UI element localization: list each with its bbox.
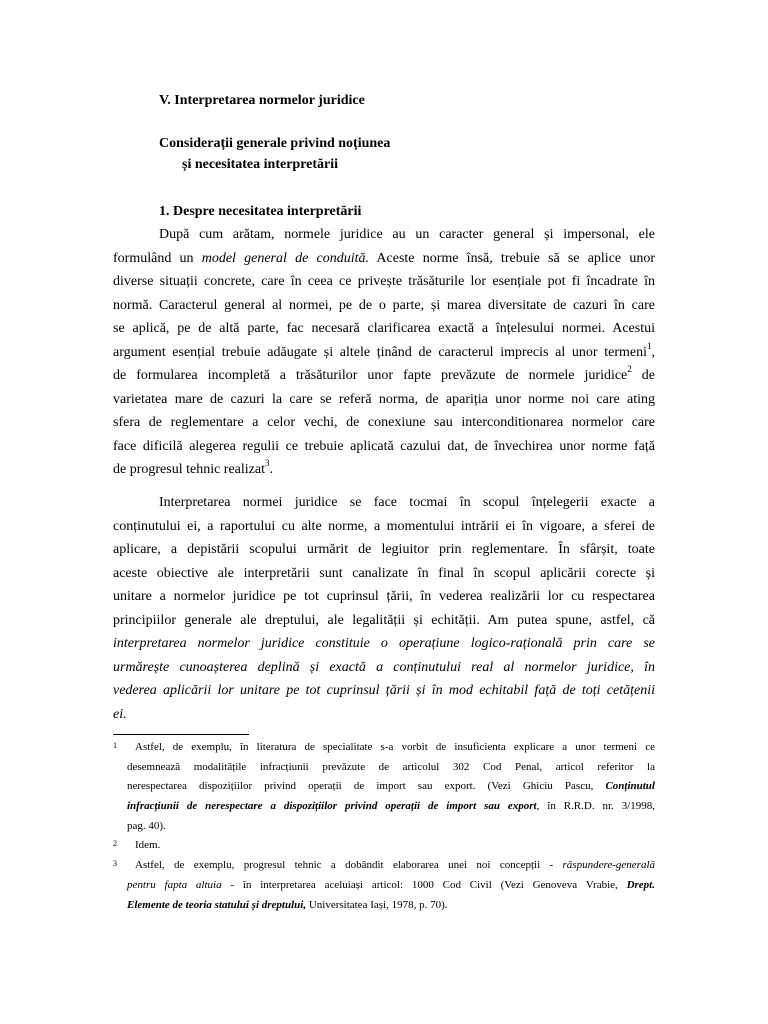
footnote-line: pag. 40). [127,819,166,832]
paragraph-line: argument esențial trebuie adăugate și altele ținând de caracterul imprecis al unor termeni$^1$, [113,340,655,360]
paragraph-line: normă. Caracterul general al normei, pe de o parte, și marea diversitate de cazuri în care [113,297,655,313]
footnote-number: 2 [113,839,117,849]
italic-term: model general de conduită. [201,250,369,266]
paragraph-line: se aplică, pe de altă parte, fac necesară clarificarea exactă a înțelesului normei. Acestui [113,321,655,336]
footnote-line: desemnează modalitățile infracțiunii prevăzute de articolul 302 Cod Penal, articol referitor la [127,760,655,773]
section-heading-line1: Considerații generale privind noțiunea [159,136,391,151]
paragraph-line: diverse situații concrete, care în ceea ce privește trăsăturile lor esențiale pot fi încadrate în [113,274,655,289]
footnote-line: nerespectarea dispozițiilor privind operații de import sau export. (Vezi Ghiciu Pascu, Conținutul [127,780,655,793]
footnote-ref[interactable]: 1 [647,340,652,351]
paragraph-line: unitare a normelor juridice pe tot cuprinsul țării, în vederea realizării lor cu respectarea [113,589,655,604]
footnote-number: 3 [113,859,117,869]
paragraph-line: varietatea mare de cazuri la care se referă norma, de apariția unor norme noi care ating [113,391,655,407]
paragraph-line-italic: interpretarea normelor juridice constituie o operațiune logico-rațională prin care se [113,636,655,651]
paragraph-line-italic: vederea aplicării lor unitare pe tot cuprinsul țării și în mod echitabil față de toți cetățenii [113,683,655,698]
paragraph-line: face dificilă alegerea regulii ce trebuie aplicată cazului dat, de învechirea unor norme față [113,438,655,454]
italic-term: pentru fapta altuia [127,878,222,891]
paragraph-line-italic: ei. [113,706,127,722]
paragraph-line: principiilor generale ale dreptului, ale legalității și echității. Am putea spune, astfel, că [113,612,655,628]
paragraph-line: aplicare, a depistării scopului urmărit de legiuitor prin reglementare. În sfârșit, toate [113,542,655,557]
cited-title: infracțiunii de nerespectare a dispozițiilor privind operații de import sau export [127,800,537,813]
footnote-1 [113,738,655,836]
paragraph-line: formulând un model general de conduită. Aceste norme însă, trebuie să se aplice unor [113,250,655,266]
paragraph-line: aceste obiective ale interpretării sunt canalizate în final în scopul aplicării corecte și [113,565,655,581]
chapter-heading: V. Interpretarea normelor juridice [159,93,365,108]
footnote-line: pentru fapta altuia - în interpretarea aceluiași articol: 1000 Cod Civil (Vezi Genoveva Vrabie, Drept. [127,878,655,891]
cited-title: Drept. [626,878,655,891]
footnote-line: Idem. [135,839,161,852]
paragraph-line: sfera de reglementare a celor vechi, de conexiune sau interconditionarea normelor care [113,415,655,430]
footnote-line: Astfel, de exemplu, progresul tehnic a dobândit elaborarea unei noi concepții - răspundere-generală [135,859,655,872]
footnote-number: 1 [113,741,117,750]
paragraph-1 [113,223,655,482]
cited-title: Conținutul [605,780,655,793]
paragraph-line-italic: urmărește cunoașterea deplină și exactă a conținutului real al normelor juridice, în [113,659,655,675]
footnote-3 [113,856,655,915]
footnote-line: Astfel, de exemplu, în literatura de specialitate s-a vorbit de insuficienta explicare a unor termeni ce [135,741,655,753]
footnote-ref[interactable]: 3 [264,458,270,469]
section-heading-line2: și necesitatea interpretării [182,157,339,172]
footnote-ref[interactable]: 2 [627,364,632,375]
cited-title: Elemente de teoria statului și dreptului, [127,898,307,911]
footnote-2 [113,836,655,856]
paragraph-line: Interpretarea normei juridice se face tocmai în scopul înțelegerii exacte a [159,495,655,510]
italic-term: răspundere-generală [562,859,655,872]
footnote-line: infracțiunii de nerespectare a dispozițiilor privind operații de import sau export, în R.R.D. nr. 3/1998, [127,800,655,813]
paragraph-line: conținutului ei, a raportului cu alte norme, a momentului intrării ei în vigoare, a sferei de [113,518,655,534]
paragraph-line: După cum arătam, normele juridice au un caracter general și impersonal, ele [159,227,655,242]
footnote-line: Elemente de teoria statului și dreptului, Universitatea Iași, 1978, p. 70). [127,898,448,911]
subsection-heading: 1. Despre necesitatea interpretării [159,204,362,219]
paragraph-line: de progresul tehnic realizat$^3$. [113,458,273,477]
footnote-separator [113,734,249,735]
paragraph-line: de formularea incompletă a trăsăturilor unor fapte prevăzute de normele juridice$^2$ de [113,364,655,383]
footnotes [113,738,655,915]
paragraph-2 [113,491,655,726]
